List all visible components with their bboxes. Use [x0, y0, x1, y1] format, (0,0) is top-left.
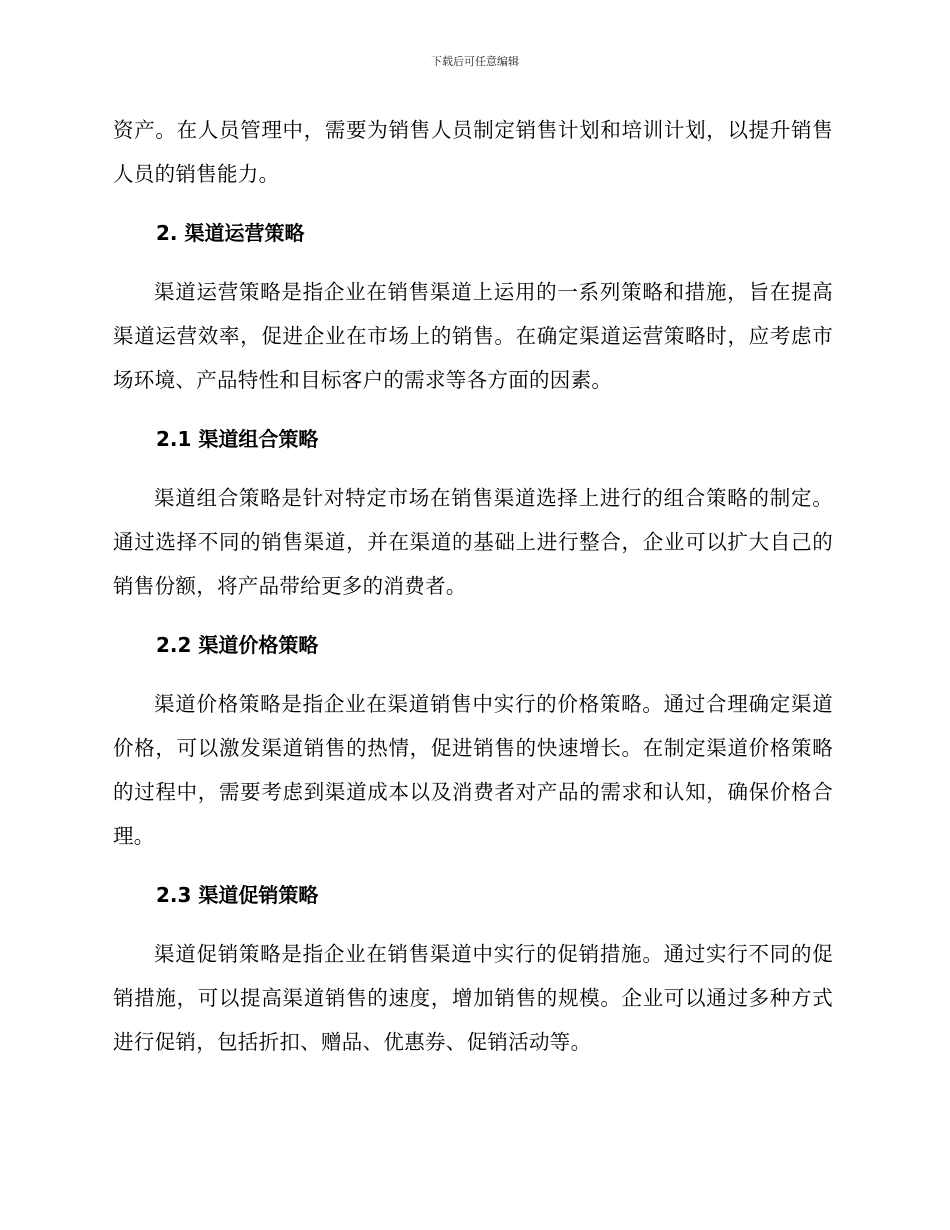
paragraph-channel-operations: 渠道运营策略是指企业在销售渠道上运用的一系列策略和措施，旨在提高渠道运营效率，促进企业在市场上的销售。在确定渠道运营策略时，应考虑市场环境、产品特性和目标客户的需求等各方面的因素。	[113, 280, 833, 392]
spacer	[113, 858, 833, 873]
section-heading-channel-mix: 2.1 渠道组合策略	[156, 427, 319, 451]
section-heading-channel-operations: 2. 渠道运营策略	[156, 221, 305, 245]
document-body	[113, 108, 833, 1064]
spacer	[113, 917, 833, 932]
spacer	[113, 196, 833, 211]
spacer	[113, 608, 833, 623]
page-header: 下载后可任意编辑	[431, 55, 519, 68]
paragraph-channel-pricing: 渠道价格策略是指企业在渠道销售中实行的价格策略。通过合理确定渠道价格，可以激发渠道销售的热情，促进销售的快速增长。在制定渠道价格策略的过程中，需要考虑到渠道成本以及消费者对产品的需求和认知，确保价格合理。	[113, 692, 833, 848]
paragraph-channel-mix: 渠道组合策略是针对特定市场在销售渠道选择上进行的组合策略的制定。通过选择不同的销售渠道，并在渠道的基础上进行整合，企业可以扩大自己的销售份额，将产品带给更多的消费者。	[113, 486, 833, 598]
spacer	[113, 461, 833, 476]
paragraph-continuation: 资产。在人员管理中，需要为销售人员制定销售计划和培训计划，以提升销售人员的销售能力。	[113, 118, 833, 186]
section-heading-channel-promotion: 2.3 渠道促销策略	[156, 883, 319, 907]
spacer	[113, 667, 833, 682]
section-heading-channel-pricing: 2.2 渠道价格策略	[156, 633, 319, 657]
paragraph-channel-promotion: 渠道促销策略是指企业在销售渠道中实行的促销措施。通过实行不同的促销措施，可以提高渠道销售的速度，增加销售的规模。企业可以通过多种方式进行促销，包括折扣、赠品、优惠券、促销活动等。	[113, 942, 833, 1054]
spacer	[113, 255, 833, 270]
spacer	[113, 402, 833, 417]
